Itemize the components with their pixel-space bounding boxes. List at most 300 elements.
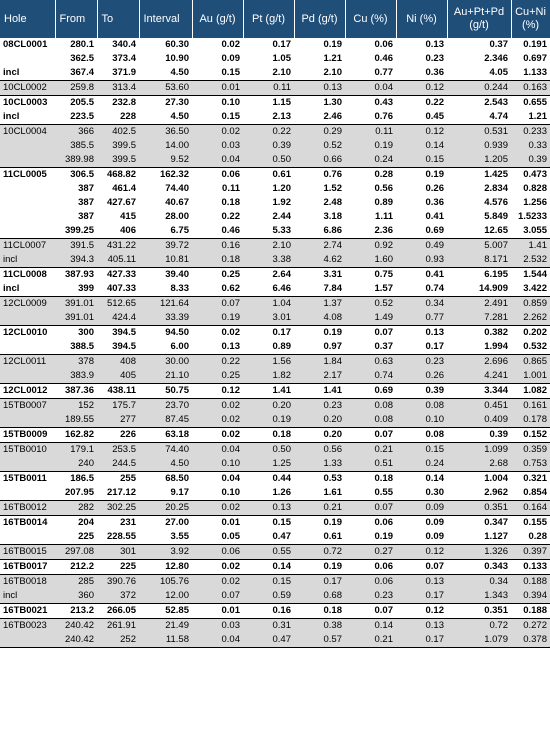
cell-interval: 27.00 [139, 516, 192, 531]
cell-ni: 0.77 [396, 311, 447, 326]
cell-cu: 0.14 [345, 619, 396, 634]
cell-hole: incl [0, 589, 55, 604]
cell-ni: 0.49 [396, 239, 447, 254]
cell-pt: 0.50 [243, 443, 294, 458]
cell-from: 366 [55, 125, 97, 140]
cell-cu-ni: 0.163 [511, 81, 550, 96]
cell-pt: 2.10 [272, 67, 291, 78]
cell-pt: 0.89 [272, 341, 291, 352]
cell-from: 391.01 [55, 297, 97, 312]
cell-cu: 0.08 [345, 413, 396, 428]
cell-pd: 2.48 [323, 197, 342, 208]
cell-ni: 0.41 [425, 211, 444, 222]
cell-au-pt-pd: 0.39 [447, 428, 511, 443]
cell-pd: 0.56 [294, 443, 345, 458]
cell-cu: 0.18 [345, 472, 396, 487]
cell-au: 0.06 [192, 545, 243, 560]
cell-cu: 0.69 [345, 384, 396, 399]
cell-pt: 0.17 [272, 39, 291, 50]
cell-hole [0, 210, 55, 224]
cell-interval: 10.90 [165, 53, 189, 64]
cell-to: 406 [120, 225, 136, 236]
cell-to: 438.11 [97, 384, 139, 399]
cell-to: 461.4 [112, 183, 136, 194]
cell-to: 226 [97, 428, 139, 443]
cell-cu-ni: 0.202 [511, 326, 550, 341]
table-row [0, 575, 550, 590]
cell-interval: 40.67 [165, 197, 189, 208]
cell-ni: 0.39 [396, 384, 447, 399]
cell-au: 0.02 [192, 501, 243, 516]
cell-pd: 2.17 [294, 369, 345, 384]
cell-au-pt-pd: 1.099 [447, 443, 511, 458]
cell-interval: 21.49 [139, 619, 192, 634]
cell-interval: 11.58 [139, 633, 192, 648]
table-row [0, 52, 550, 66]
cell-pt: 0.15 [243, 575, 294, 590]
cell-au: 0.12 [192, 384, 243, 399]
cell-cu-ni: 0.397 [511, 545, 550, 560]
cell-au: 0.62 [221, 283, 240, 294]
cell-ni: 0.69 [425, 225, 444, 236]
cell-au: 0.02 [192, 399, 243, 414]
cell-ni: 0.30 [425, 487, 444, 498]
cell-pd: 0.72 [294, 545, 345, 560]
cell-au: 0.01 [192, 604, 243, 619]
table-row [0, 443, 550, 458]
cell-pd: 3.18 [323, 211, 342, 222]
cell-au: 0.02 [192, 575, 243, 590]
cell-from: 306.5 [55, 168, 97, 183]
cell-hole: 11CL0005 [0, 168, 55, 183]
cell-from: 240.42 [55, 633, 97, 648]
cell-to: 431.22 [97, 239, 139, 254]
cell-pt: 0.59 [243, 589, 294, 604]
cell-pd: 1.52 [323, 183, 342, 194]
cell-to: 408 [97, 355, 139, 370]
cell-au-pt-pd: 0.37 [489, 39, 508, 50]
cell-hole: 11CL0008 [0, 268, 55, 283]
cell-to: 225 [97, 560, 139, 575]
cell-pd: 6.86 [323, 225, 342, 236]
cell-au-pt-pd: 1.326 [447, 545, 511, 560]
cell-cu: 0.06 [345, 516, 396, 531]
cell-ni: 0.26 [425, 183, 444, 194]
table-row [0, 110, 550, 125]
cell-au-pt-pd: 0.343 [447, 560, 511, 575]
cell-cu-ni: 1.21 [528, 111, 547, 122]
cell-hole: 15TB0009 [0, 428, 55, 443]
table-row [0, 253, 550, 268]
cell-cu-ni: 0.188 [511, 575, 550, 590]
cell-hole [0, 633, 55, 648]
cell-hole: 12CL0010 [0, 326, 55, 341]
cell-au: 0.04 [192, 472, 243, 487]
header-row [0, 0, 550, 38]
table-row [0, 428, 550, 443]
cell-pt: 0.11 [243, 81, 294, 96]
cell-cu-ni: 0.655 [511, 96, 550, 111]
cell-au-pt-pd: 1.343 [447, 589, 511, 604]
cell-to: 302.25 [97, 501, 139, 516]
cell-ni: 0.09 [425, 531, 444, 542]
cell-cu-ni: 0.394 [511, 589, 550, 604]
cell-pd: 0.29 [294, 125, 345, 140]
cell-cu: 0.63 [345, 355, 396, 370]
cell-interval: 30.00 [139, 355, 192, 370]
cell-cu-ni: 0.152 [511, 428, 550, 443]
cell-au-pt-pd: 4.05 [489, 67, 508, 78]
cell-cu-ni: 2.532 [511, 253, 550, 268]
cell-cu-ni: 0.865 [511, 355, 550, 370]
cell-cu-ni: 0.359 [511, 443, 550, 458]
header-au-pt-pd: Au+Pt+Pd (g/t) [447, 0, 511, 38]
cell-hole: 16TB0015 [0, 545, 55, 560]
cell-interval: 68.50 [139, 472, 192, 487]
cell-pt: 0.22 [243, 125, 294, 140]
table-row [0, 545, 550, 560]
cell-from: 387 [78, 211, 94, 222]
cell-pd: 0.38 [294, 619, 345, 634]
cell-interval: 39.72 [139, 239, 192, 254]
cell-interval: 4.50 [170, 67, 189, 78]
cell-ni: 0.36 [425, 197, 444, 208]
cell-au-pt-pd: 0.244 [447, 81, 511, 96]
cell-hole: 08CL0001 [3, 39, 48, 50]
cell-to: 394.5 [112, 341, 136, 352]
cell-au: 0.02 [192, 125, 243, 140]
table-row [0, 224, 550, 239]
cell-interval: 12.00 [139, 589, 192, 604]
table-row [0, 633, 550, 648]
cell-au: 0.10 [221, 487, 240, 498]
cell-cu: 0.07 [345, 428, 396, 443]
cell-hole [0, 139, 55, 153]
cell-from: 205.5 [55, 96, 97, 111]
table-row [0, 38, 550, 52]
cell-cu: 0.92 [345, 239, 396, 254]
cell-pd: 1.41 [294, 384, 345, 399]
cell-from: 387 [78, 197, 94, 208]
cell-from: 225 [78, 531, 94, 542]
cell-cu-ni: 0.178 [511, 413, 550, 428]
cell-to: 253.5 [97, 443, 139, 458]
cell-cu-ni: 0.188 [511, 604, 550, 619]
cell-interval: 27.30 [139, 96, 192, 111]
cell-hole: 16TB0021 [0, 604, 55, 619]
table-row [0, 589, 550, 604]
cell-to: 261.91 [97, 619, 139, 634]
cell-cu-ni: 0.378 [511, 633, 550, 648]
cell-pt: 3.38 [243, 253, 294, 268]
cell-from: 162.82 [55, 428, 97, 443]
cell-hole [0, 153, 55, 168]
cell-pt: 0.61 [243, 168, 294, 183]
table-row [0, 326, 550, 341]
cell-au: 0.09 [221, 53, 240, 64]
cell-ni: 0.36 [425, 67, 444, 78]
cell-to: 371.9 [112, 67, 136, 78]
cell-cu-ni: 0.191 [523, 39, 547, 50]
cell-cu: 0.28 [345, 168, 396, 183]
cell-au-pt-pd: 0.939 [447, 139, 511, 153]
cell-au-pt-pd: 1.079 [447, 633, 511, 648]
cell-pd: 1.61 [323, 487, 342, 498]
cell-interval: 28.00 [165, 211, 189, 222]
cell-au: 0.25 [192, 369, 243, 384]
cell-pd: 1.33 [294, 457, 345, 472]
cell-to: 175.7 [97, 399, 139, 414]
cell-au-pt-pd: 2.696 [447, 355, 511, 370]
cell-cu-ni: 0.859 [511, 297, 550, 312]
cell-pd: 0.20 [294, 413, 345, 428]
cell-pd: 1.84 [294, 355, 345, 370]
cell-au-pt-pd: 0.72 [447, 619, 511, 634]
cell-cu-ni: 3.055 [523, 225, 547, 236]
cell-from: 240.42 [55, 619, 97, 634]
cell-from: 189.55 [55, 413, 97, 428]
cell-cu-ni: 2.262 [511, 311, 550, 326]
cell-from: 297.08 [55, 545, 97, 560]
table-row [0, 153, 550, 168]
cell-cu: 0.08 [345, 399, 396, 414]
cell-from: 179.1 [55, 443, 97, 458]
cell-au: 0.13 [221, 341, 240, 352]
cell-cu: 0.21 [345, 633, 396, 648]
cell-ni: 0.14 [396, 139, 447, 153]
cell-to: 277 [97, 413, 139, 428]
cell-from: 383.9 [55, 369, 97, 384]
cell-cu: 0.19 [374, 531, 393, 542]
cell-hole: incl [0, 253, 55, 268]
cell-interval: 121.64 [139, 297, 192, 312]
cell-pt: 2.44 [272, 211, 291, 222]
cell-ni: 0.09 [396, 501, 447, 516]
cell-hole: 15TB0010 [0, 443, 55, 458]
cell-hole [0, 311, 55, 326]
table-row [0, 182, 550, 196]
cell-hole: incl [3, 67, 20, 78]
cell-interval: 63.18 [139, 428, 192, 443]
cell-to: 244.5 [97, 457, 139, 472]
cell-pd: 2.10 [323, 67, 342, 78]
table-row [0, 139, 550, 153]
cell-pt: 0.16 [243, 604, 294, 619]
cell-pd: 0.61 [323, 531, 342, 542]
cell-hole: 11CL0007 [0, 239, 55, 254]
cell-cu: 0.37 [374, 341, 393, 352]
cell-au-pt-pd: 1.004 [447, 472, 511, 487]
table-row [0, 66, 550, 81]
table-row [0, 125, 550, 140]
cell-pt: 3.01 [243, 311, 294, 326]
cell-pd: 1.21 [323, 53, 342, 64]
cell-from: 300 [55, 326, 97, 341]
header-cu-ni: Cu+Ni (%) [511, 0, 550, 38]
cell-hole: incl [3, 283, 20, 294]
cell-cu-ni: 0.753 [511, 457, 550, 472]
cell-pt: 0.15 [243, 516, 294, 531]
cell-to: 217.12 [106, 487, 136, 498]
cell-cu: 0.55 [374, 487, 393, 498]
cell-cu-ni: 3.422 [523, 283, 547, 294]
cell-cu-ni: 0.272 [511, 619, 550, 634]
cell-interval: 9.52 [139, 153, 192, 168]
cell-pd: 0.76 [294, 168, 345, 183]
cell-interval: 53.60 [139, 81, 192, 96]
cell-interval: 74.40 [139, 443, 192, 458]
cell-cu-ni: 0.155 [511, 516, 550, 531]
cell-cu: 0.06 [374, 39, 393, 50]
cell-hole [0, 182, 55, 196]
cell-cu-ni: 1.41 [511, 239, 550, 254]
cell-pt: 1.05 [272, 53, 291, 64]
cell-from: 388.5 [70, 341, 94, 352]
cell-cu-ni: 0.473 [511, 168, 550, 183]
cell-ni: 0.13 [425, 39, 444, 50]
cell-interval: 6.75 [170, 225, 189, 236]
cell-ni: 0.12 [396, 545, 447, 560]
cell-pt: 0.55 [243, 545, 294, 560]
cell-to: 228 [120, 111, 136, 122]
cell-au-pt-pd: 0.347 [447, 516, 511, 531]
cell-pd: 0.23 [294, 399, 345, 414]
cell-hole [0, 340, 55, 355]
cell-pd: 0.20 [294, 428, 345, 443]
cell-au-pt-pd: 0.531 [447, 125, 511, 140]
cell-au: 0.11 [222, 183, 240, 194]
cell-to: 373.4 [112, 53, 136, 64]
cell-au: 0.25 [192, 268, 243, 283]
table-row [0, 604, 550, 619]
cell-to: 405.11 [97, 253, 139, 268]
cell-from: 207.95 [64, 487, 94, 498]
cell-pt: 0.50 [243, 153, 294, 168]
table-body [0, 38, 550, 648]
cell-au: 0.16 [192, 239, 243, 254]
cell-pd: 0.97 [323, 341, 342, 352]
cell-au: 0.02 [192, 413, 243, 428]
cell-pd: 3.31 [294, 268, 345, 283]
cell-pt: 0.19 [243, 413, 294, 428]
cell-cu-ni: 0.133 [511, 560, 550, 575]
cell-cu-ni: 1.082 [511, 384, 550, 399]
cell-from: 394.3 [55, 253, 97, 268]
cell-cu: 0.89 [374, 197, 393, 208]
cell-ni: 0.19 [396, 168, 447, 183]
cell-from: 387 [78, 183, 94, 194]
cell-cu-ni: 1.544 [511, 268, 550, 283]
cell-cu-ni: 1.5233 [517, 211, 547, 222]
cell-pt: 0.31 [243, 619, 294, 634]
cell-pd: 0.19 [294, 516, 345, 531]
cell-ni: 0.74 [425, 283, 444, 294]
cell-ni: 0.41 [396, 268, 447, 283]
cell-pd: 2.46 [323, 111, 342, 122]
cell-ni: 0.45 [425, 111, 444, 122]
cell-to: 512.65 [97, 297, 139, 312]
cell-au: 0.04 [192, 443, 243, 458]
cell-hole: 12CL0011 [0, 355, 55, 370]
cell-au: 0.04 [192, 633, 243, 648]
cell-au: 0.02 [192, 326, 243, 341]
cell-to: 228.55 [106, 531, 136, 542]
cell-interval: 9.17 [170, 487, 189, 498]
cell-au-pt-pd: 2.834 [484, 183, 508, 194]
cell-interval: 52.85 [139, 604, 192, 619]
header-pd: Pd (g/t) [294, 0, 345, 38]
cell-au-pt-pd: 4.576 [484, 197, 508, 208]
cell-au-pt-pd: 12.65 [484, 225, 508, 236]
cell-pd: 0.52 [294, 139, 345, 153]
cell-cu: 0.23 [345, 589, 396, 604]
cell-from: 385.5 [55, 139, 97, 153]
table-row [0, 384, 550, 399]
cell-ni: 0.34 [396, 297, 447, 312]
cell-hole: 12CL0012 [0, 384, 55, 399]
cell-cu-ni: 0.39 [511, 153, 550, 168]
cell-au-pt-pd: 0.409 [447, 413, 511, 428]
cell-au: 0.15 [221, 67, 240, 78]
header-to: To [97, 0, 139, 38]
cell-interval: 3.55 [170, 531, 189, 542]
cell-hole: 10CL0002 [0, 81, 55, 96]
cell-from: 223.5 [70, 111, 94, 122]
cell-to: 252 [97, 633, 139, 648]
cell-au: 0.05 [221, 531, 240, 542]
cell-interval: 105.76 [139, 575, 192, 590]
cell-to: 415 [120, 211, 136, 222]
cell-pt: 0.47 [243, 633, 294, 648]
cell-from: 204 [55, 516, 97, 531]
cell-interval: 39.40 [139, 268, 192, 283]
cell-ni: 0.15 [396, 153, 447, 168]
cell-cu: 0.19 [345, 139, 396, 153]
cell-to: 427.67 [106, 197, 136, 208]
cell-ni: 0.13 [396, 326, 447, 341]
cell-au-pt-pd: 7.281 [447, 311, 511, 326]
header-pt: Pt (g/t) [243, 0, 294, 38]
cell-au-pt-pd: 2.543 [447, 96, 511, 111]
cell-interval: 33.39 [139, 311, 192, 326]
cell-au: 0.06 [192, 168, 243, 183]
cell-cu: 1.11 [375, 211, 393, 222]
cell-from: 362.5 [70, 53, 94, 64]
cell-from: 282 [55, 501, 97, 516]
cell-pt: 1.82 [243, 369, 294, 384]
cell-hole: 16TB0012 [0, 501, 55, 516]
table-row [0, 619, 550, 634]
table-row [0, 399, 550, 414]
cell-interval: 6.00 [170, 341, 189, 352]
cell-cu-ni: 1.256 [523, 197, 547, 208]
header-cu: Cu (%) [345, 0, 396, 38]
cell-ni: 0.24 [396, 457, 447, 472]
cell-pd: 0.57 [294, 633, 345, 648]
cell-cu: 0.27 [345, 545, 396, 560]
cell-from: 280.1 [70, 39, 94, 50]
cell-pd: 0.19 [294, 560, 345, 575]
cell-hole [0, 196, 55, 210]
cell-interval: 12.80 [139, 560, 192, 575]
cell-au-pt-pd: 2.962 [484, 487, 508, 498]
cell-ni: 0.09 [396, 516, 447, 531]
header-au: Au (g/t) [192, 0, 243, 38]
cell-hole [0, 369, 55, 384]
cell-pd: 1.30 [294, 96, 345, 111]
table-row [0, 486, 550, 501]
cell-au-pt-pd: 2.346 [484, 53, 508, 64]
